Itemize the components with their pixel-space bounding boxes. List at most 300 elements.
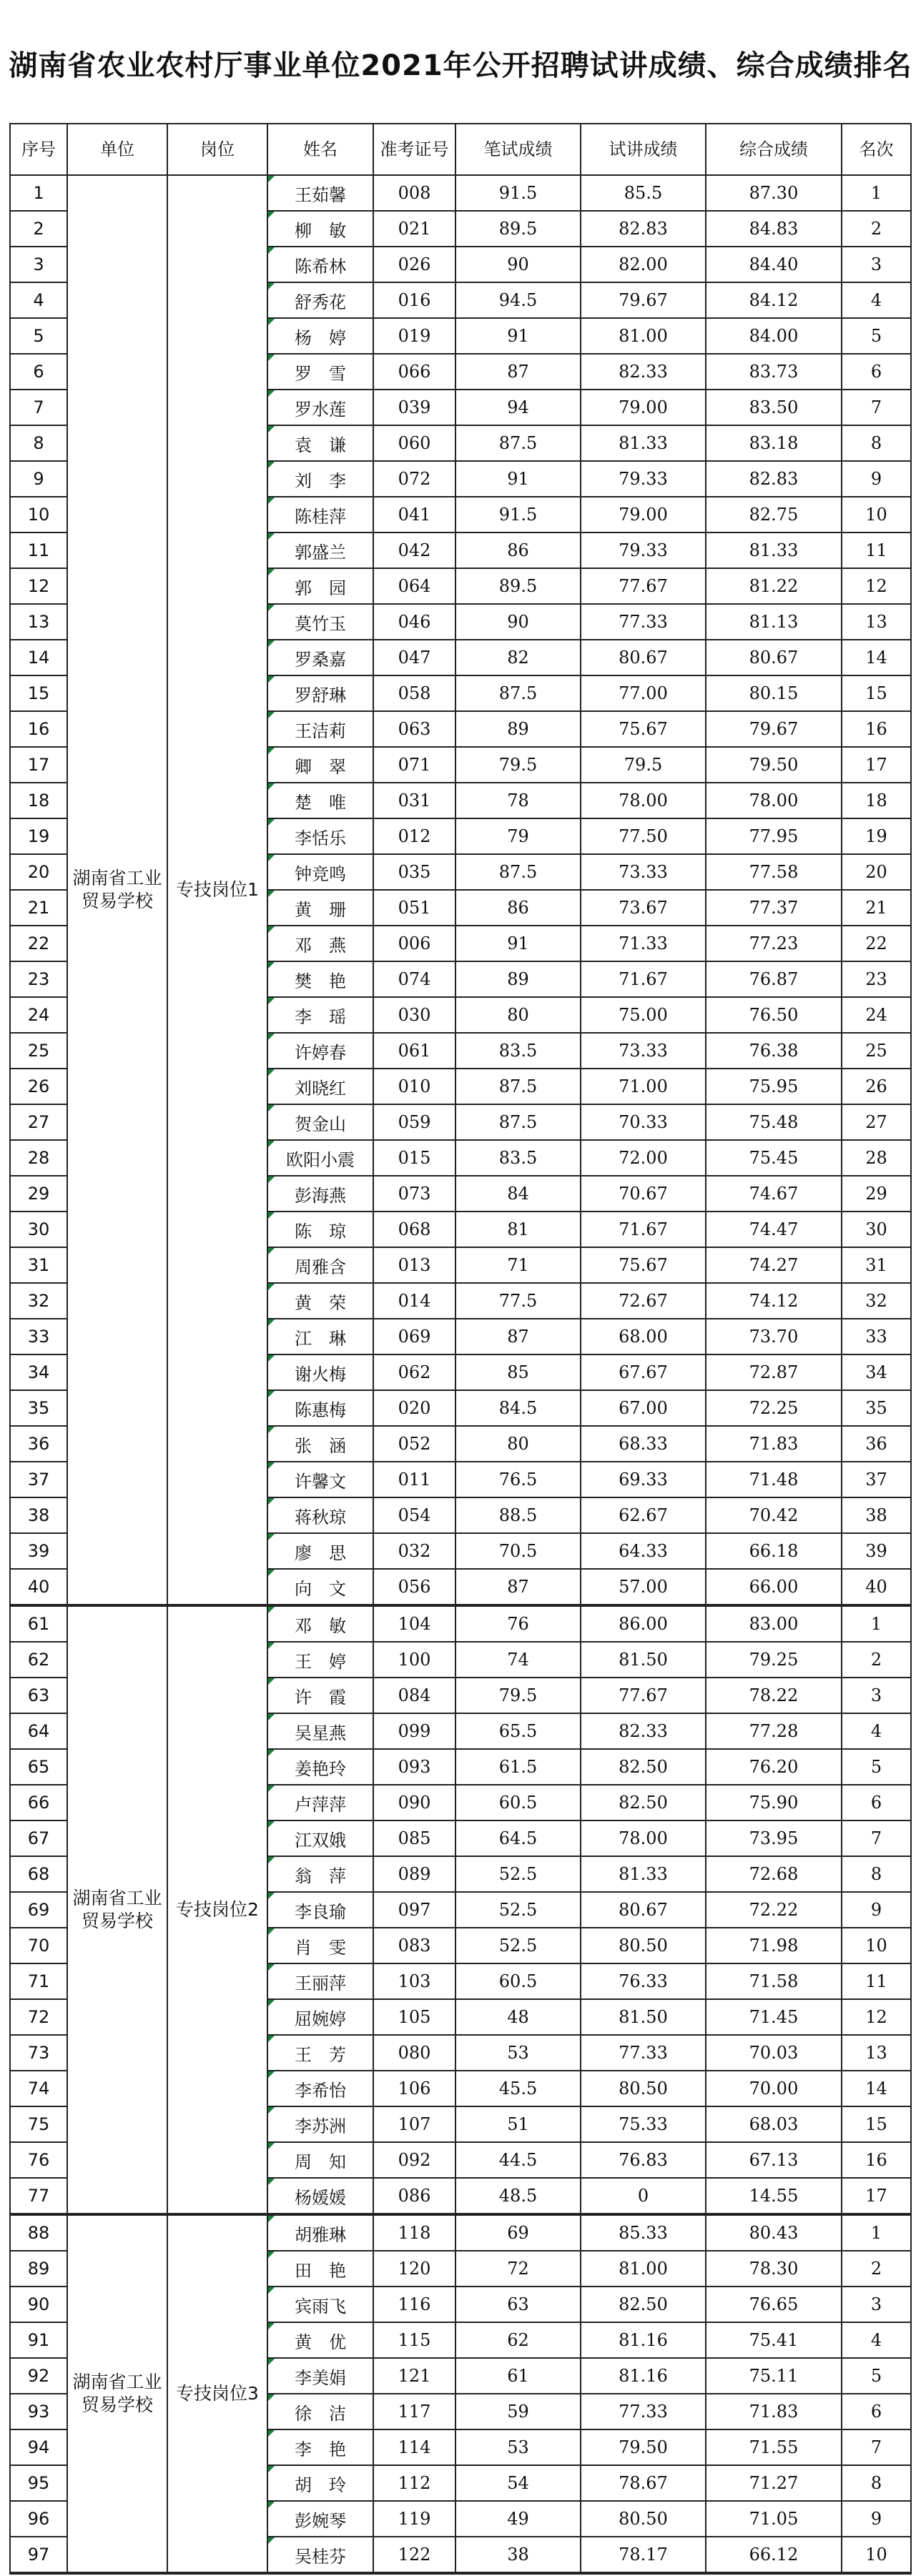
cell-seq: 69 [10,1892,67,1928]
cell-total: 78.22 [706,1678,842,1713]
cell-rank: 6 [842,354,911,390]
cell-name: 钟竞鸣 [267,854,373,890]
cell-lecture: 68.00 [581,1319,706,1354]
cell-rank: 23 [842,961,911,997]
cell-post: 专技岗位2 [167,1605,267,2214]
cell-ticket: 068 [373,1212,455,1247]
cell-written: 78 [455,783,581,818]
cell-seq: 89 [10,2251,67,2287]
cell-rank: 33 [842,1319,911,1354]
cell-ticket: 074 [373,961,455,997]
cell-total: 77.37 [706,890,842,926]
cell-lecture: 77.67 [581,568,706,604]
cell-total: 70.42 [706,1497,842,1533]
cell-seq: 2 [10,211,67,247]
cell-written: 91.5 [455,497,581,532]
cell-written: 69 [455,2214,581,2251]
cell-ticket: 014 [373,1283,455,1319]
cell-lecture: 80.50 [581,2501,706,2537]
cell-ticket: 054 [373,1497,455,1533]
header-total: 综合成绩 [706,124,842,175]
cell-written: 79.5 [455,747,581,783]
cell-written: 74 [455,1642,581,1678]
cell-written: 86 [455,532,581,568]
cell-name: 郭 园 [267,568,373,604]
cell-total: 75.95 [706,1069,842,1104]
cell-rank: 25 [842,1033,911,1069]
cell-ticket: 012 [373,818,455,854]
cell-written: 38 [455,2537,581,2573]
cell-post: 专技岗位3 [167,2214,267,2573]
cell-total: 76.50 [706,997,842,1033]
cell-post: 专技岗位1 [167,175,267,1605]
cell-written: 87.5 [455,675,581,711]
cell-total: 75.90 [706,1785,842,1820]
cell-name: 宾雨飞 [267,2287,373,2322]
cell-rank: 1 [842,175,911,211]
cell-name: 向 文 [267,1569,373,1605]
cell-total: 81.13 [706,604,842,640]
cell-total: 83.18 [706,425,842,461]
cell-rank: 14 [842,2071,911,2106]
cell-total: 74.67 [706,1176,842,1212]
table-row [10,175,911,211]
cell-total: 81.22 [706,568,842,604]
cell-written: 82 [455,640,581,675]
cell-rank: 6 [842,1785,911,1820]
cell-written: 83.5 [455,1033,581,1069]
cell-rank: 7 [842,390,911,425]
cell-lecture: 81.00 [581,2251,706,2287]
cell-seq: 17 [10,747,67,783]
cell-seq: 35 [10,1390,67,1426]
cell-name: 杨 婷 [267,318,373,354]
cell-name: 李苏洲 [267,2106,373,2142]
cell-lecture: 77.67 [581,1678,706,1713]
cell-written: 51 [455,2106,581,2142]
cell-total: 78.30 [706,2251,842,2287]
cell-name: 彭海燕 [267,1176,373,1212]
cell-rank: 3 [842,2287,911,2322]
cell-total: 84.40 [706,247,842,282]
cell-ticket: 062 [373,1354,455,1390]
cell-seq: 19 [10,818,67,854]
cell-ticket: 013 [373,1247,455,1283]
cell-total: 72.22 [706,1892,842,1928]
cell-total: 66.00 [706,1569,842,1605]
cell-written: 83.5 [455,1140,581,1176]
score-table [9,123,912,2575]
cell-seq: 23 [10,961,67,997]
cell-seq: 68 [10,1856,67,1892]
cell-rank: 10 [842,497,911,532]
cell-ticket: 116 [373,2287,455,2322]
cell-rank: 9 [842,1892,911,1928]
cell-total: 76.65 [706,2287,842,2322]
cell-rank: 32 [842,1283,911,1319]
cell-ticket: 122 [373,2537,455,2573]
cell-lecture: 67.00 [581,1390,706,1426]
cell-written: 87.5 [455,854,581,890]
cell-name: 周雅含 [267,1247,373,1283]
cell-lecture: 82.83 [581,211,706,247]
cell-total: 83.50 [706,390,842,425]
cell-rank: 31 [842,1247,911,1283]
cell-seq: 25 [10,1033,67,1069]
cell-written: 79 [455,818,581,854]
cell-total: 78.00 [706,783,842,818]
cell-name: 王洁莉 [267,711,373,747]
cell-seq: 24 [10,997,67,1033]
cell-written: 81 [455,1212,581,1247]
cell-name: 王 婷 [267,1642,373,1678]
cell-name: 蒋秋琼 [267,1497,373,1533]
cell-total: 83.00 [706,1605,842,1642]
cell-seq: 8 [10,425,67,461]
cell-lecture: 80.50 [581,1928,706,1963]
cell-name: 彭婉琴 [267,2501,373,2537]
cell-rank: 4 [842,1713,911,1749]
cell-total: 75.45 [706,1140,842,1176]
cell-seq: 92 [10,2358,67,2394]
cell-seq: 97 [10,2537,67,2573]
cell-rank: 2 [842,211,911,247]
cell-seq: 37 [10,1462,67,1497]
cell-rank: 13 [842,604,911,640]
cell-seq: 14 [10,640,67,675]
cell-rank: 8 [842,425,911,461]
cell-lecture: 75.33 [581,2106,706,2142]
cell-ticket: 069 [373,1319,455,1354]
cell-ticket: 019 [373,318,455,354]
cell-seq: 1 [10,175,67,211]
cell-lecture: 72.67 [581,1283,706,1319]
cell-name: 陈希林 [267,247,373,282]
cell-written: 59 [455,2394,581,2429]
cell-rank: 39 [842,1533,911,1569]
cell-ticket: 031 [373,783,455,818]
cell-total: 68.03 [706,2106,842,2142]
cell-ticket: 105 [373,1999,455,2035]
cell-seq: 94 [10,2429,67,2465]
cell-lecture: 71.00 [581,1069,706,1104]
cell-lecture: 77.33 [581,604,706,640]
cell-name: 李 瑶 [267,997,373,1033]
cell-rank: 12 [842,1999,911,2035]
cell-name: 许 霞 [267,1678,373,1713]
cell-seq: 11 [10,532,67,568]
cell-seq: 33 [10,1319,67,1354]
header-lecture: 试讲成绩 [581,124,706,175]
cell-lecture: 79.50 [581,2429,706,2465]
cell-written: 89 [455,711,581,747]
cell-written: 80 [455,1426,581,1462]
cell-lecture: 81.33 [581,425,706,461]
cell-lecture: 78.00 [581,1820,706,1856]
cell-ticket: 118 [373,2214,455,2251]
cell-name: 舒秀花 [267,282,373,318]
cell-seq: 88 [10,2214,67,2251]
cell-ticket: 114 [373,2429,455,2465]
cell-lecture: 81.16 [581,2322,706,2358]
cell-total: 14.55 [706,2178,842,2214]
cell-lecture: 75.67 [581,711,706,747]
cell-written: 52.5 [455,1928,581,1963]
cell-seq: 73 [10,2035,67,2071]
cell-seq: 62 [10,1642,67,1678]
cell-seq: 10 [10,497,67,532]
cell-seq: 65 [10,1749,67,1785]
cell-ticket: 063 [373,711,455,747]
table-body [10,175,911,2573]
cell-lecture: 70.67 [581,1176,706,1212]
cell-name: 王 芳 [267,2035,373,2071]
cell-seq: 30 [10,1212,67,1247]
cell-lecture: 82.50 [581,1749,706,1785]
cell-name: 袁 谦 [267,425,373,461]
cell-rank: 11 [842,1963,911,1999]
cell-written: 79.5 [455,1678,581,1713]
cell-rank: 36 [842,1426,911,1462]
cell-written: 76.5 [455,1462,581,1497]
header-post: 岗位 [167,124,267,175]
cell-total: 72.87 [706,1354,842,1390]
cell-written: 80 [455,997,581,1033]
cell-name: 翁 萍 [267,1856,373,1892]
cell-written: 52.5 [455,1892,581,1928]
cell-name: 谢火梅 [267,1354,373,1390]
cell-written: 84 [455,1176,581,1212]
cell-name: 黄 优 [267,2322,373,2358]
cell-seq: 90 [10,2287,67,2322]
cell-total: 70.00 [706,2071,842,2106]
cell-lecture: 80.50 [581,2071,706,2106]
cell-ticket: 041 [373,497,455,532]
cell-written: 49 [455,2501,581,2537]
cell-ticket: 030 [373,997,455,1033]
cell-name: 刘晓红 [267,1069,373,1104]
cell-written: 53 [455,2429,581,2465]
cell-lecture: 71.67 [581,961,706,997]
cell-name: 廖 思 [267,1533,373,1569]
cell-rank: 16 [842,2142,911,2178]
cell-total: 71.27 [706,2465,842,2501]
cell-rank: 19 [842,818,911,854]
cell-ticket: 010 [373,1069,455,1104]
cell-name: 李希怡 [267,2071,373,2106]
cell-ticket: 089 [373,1856,455,1892]
cell-ticket: 097 [373,1892,455,1928]
cell-lecture: 73.67 [581,890,706,926]
cell-rank: 8 [842,1856,911,1892]
cell-ticket: 006 [373,926,455,961]
cell-seq: 76 [10,2142,67,2178]
cell-ticket: 061 [373,1033,455,1069]
cell-name: 罗桑嘉 [267,640,373,675]
cell-rank: 30 [842,1212,911,1247]
cell-rank: 24 [842,997,911,1033]
cell-ticket: 056 [373,1569,455,1605]
cell-ticket: 092 [373,2142,455,2178]
cell-total: 71.48 [706,1462,842,1497]
cell-total: 74.47 [706,1212,842,1247]
cell-written: 91 [455,318,581,354]
cell-lecture: 76.83 [581,2142,706,2178]
cell-rank: 26 [842,1069,911,1104]
cell-seq: 66 [10,1785,67,1820]
cell-rank: 2 [842,1642,911,1678]
cell-total: 66.12 [706,2537,842,2573]
cell-seq: 96 [10,2501,67,2537]
cell-ticket: 026 [373,247,455,282]
cell-ticket: 103 [373,1963,455,1999]
cell-written: 61 [455,2358,581,2394]
cell-ticket: 016 [373,282,455,318]
cell-unit: 湖南省工业贸易学校 [67,175,167,1605]
cell-lecture: 78.17 [581,2537,706,2573]
cell-name: 胡雅琳 [267,2214,373,2251]
cell-seq: 26 [10,1069,67,1104]
cell-lecture: 85.5 [581,175,706,211]
cell-total: 66.18 [706,1533,842,1569]
cell-ticket: 058 [373,675,455,711]
cell-total: 71.05 [706,2501,842,2537]
cell-rank: 37 [842,1462,911,1497]
cell-total: 70.03 [706,2035,842,2071]
cell-lecture: 62.67 [581,1497,706,1533]
cell-ticket: 072 [373,461,455,497]
cell-lecture: 81.33 [581,1856,706,1892]
cell-lecture: 64.33 [581,1533,706,1569]
cell-seq: 22 [10,926,67,961]
cell-name: 李良瑜 [267,1892,373,1928]
cell-seq: 7 [10,390,67,425]
cell-ticket: 083 [373,1928,455,1963]
cell-name: 许馨文 [267,1462,373,1497]
cell-ticket: 035 [373,854,455,890]
cell-lecture: 82.33 [581,1713,706,1749]
cell-seq: 21 [10,890,67,926]
cell-lecture: 57.00 [581,1569,706,1605]
cell-written: 87 [455,1569,581,1605]
cell-seq: 67 [10,1820,67,1856]
cell-name: 罗水莲 [267,390,373,425]
cell-lecture: 69.33 [581,1462,706,1497]
cell-written: 70.5 [455,1533,581,1569]
header-seq: 序号 [10,124,67,175]
cell-rank: 13 [842,2035,911,2071]
cell-name: 江 琳 [267,1319,373,1354]
cell-total: 82.83 [706,461,842,497]
cell-seq: 5 [10,318,67,354]
cell-lecture: 75.67 [581,1247,706,1283]
cell-rank: 8 [842,2465,911,2501]
cell-lecture: 77.00 [581,675,706,711]
cell-rank: 1 [842,2214,911,2251]
cell-total: 71.45 [706,1999,842,2035]
cell-written: 89 [455,961,581,997]
cell-total: 83.73 [706,354,842,390]
cell-ticket: 084 [373,1678,455,1713]
cell-name: 欧阳小震 [267,1140,373,1176]
cell-written: 87.5 [455,425,581,461]
cell-ticket: 015 [373,1140,455,1176]
cell-lecture: 77.50 [581,818,706,854]
cell-ticket: 021 [373,211,455,247]
cell-total: 87.30 [706,175,842,211]
cell-name: 杨媛媛 [267,2178,373,2214]
cell-rank: 5 [842,1749,911,1785]
cell-total: 67.13 [706,2142,842,2178]
cell-rank: 34 [842,1354,911,1390]
cell-lecture: 78.00 [581,783,706,818]
cell-total: 84.83 [706,211,842,247]
cell-written: 90 [455,604,581,640]
cell-name: 王丽萍 [267,1963,373,1999]
cell-ticket: 121 [373,2358,455,2394]
cell-total: 77.28 [706,1713,842,1749]
cell-name: 陈 琼 [267,1212,373,1247]
cell-lecture: 76.33 [581,1963,706,1999]
cell-written: 85 [455,1354,581,1390]
cell-written: 91 [455,926,581,961]
cell-written: 54 [455,2465,581,2501]
cell-seq: 39 [10,1533,67,1569]
cell-written: 87.5 [455,1069,581,1104]
cell-written: 64.5 [455,1820,581,1856]
cell-name: 柳 敏 [267,211,373,247]
cell-ticket: 080 [373,2035,455,2071]
cell-rank: 20 [842,854,911,890]
cell-lecture: 85.33 [581,2214,706,2251]
cell-rank: 38 [842,1497,911,1533]
cell-ticket: 060 [373,425,455,461]
cell-name: 姜艳玲 [267,1749,373,1785]
cell-total: 71.55 [706,2429,842,2465]
cell-total: 82.75 [706,497,842,532]
cell-name: 卢萍萍 [267,1785,373,1820]
cell-lecture: 79.33 [581,532,706,568]
cell-lecture: 82.00 [581,247,706,282]
cell-written: 44.5 [455,2142,581,2178]
cell-ticket: 064 [373,568,455,604]
cell-lecture: 73.33 [581,854,706,890]
cell-name: 李 艳 [267,2429,373,2465]
cell-name: 周 知 [267,2142,373,2178]
cell-rank: 14 [842,640,911,675]
cell-lecture: 68.33 [581,1426,706,1462]
cell-rank: 6 [842,2394,911,2429]
cell-seq: 36 [10,1426,67,1462]
cell-seq: 31 [10,1247,67,1283]
header-rank: 名次 [842,124,911,175]
cell-name: 黄 珊 [267,890,373,926]
cell-written: 86 [455,890,581,926]
cell-seq: 38 [10,1497,67,1533]
cell-name: 莫竹玉 [267,604,373,640]
cell-total: 76.20 [706,1749,842,1785]
cell-ticket: 104 [373,1605,455,1642]
cell-seq: 13 [10,604,67,640]
cell-rank: 2 [842,2251,911,2287]
cell-rank: 12 [842,568,911,604]
cell-written: 72 [455,2251,581,2287]
cell-written: 91.5 [455,175,581,211]
cell-total: 81.33 [706,532,842,568]
cell-total: 75.11 [706,2358,842,2394]
cell-total: 71.83 [706,1426,842,1462]
cell-lecture: 67.67 [581,1354,706,1390]
